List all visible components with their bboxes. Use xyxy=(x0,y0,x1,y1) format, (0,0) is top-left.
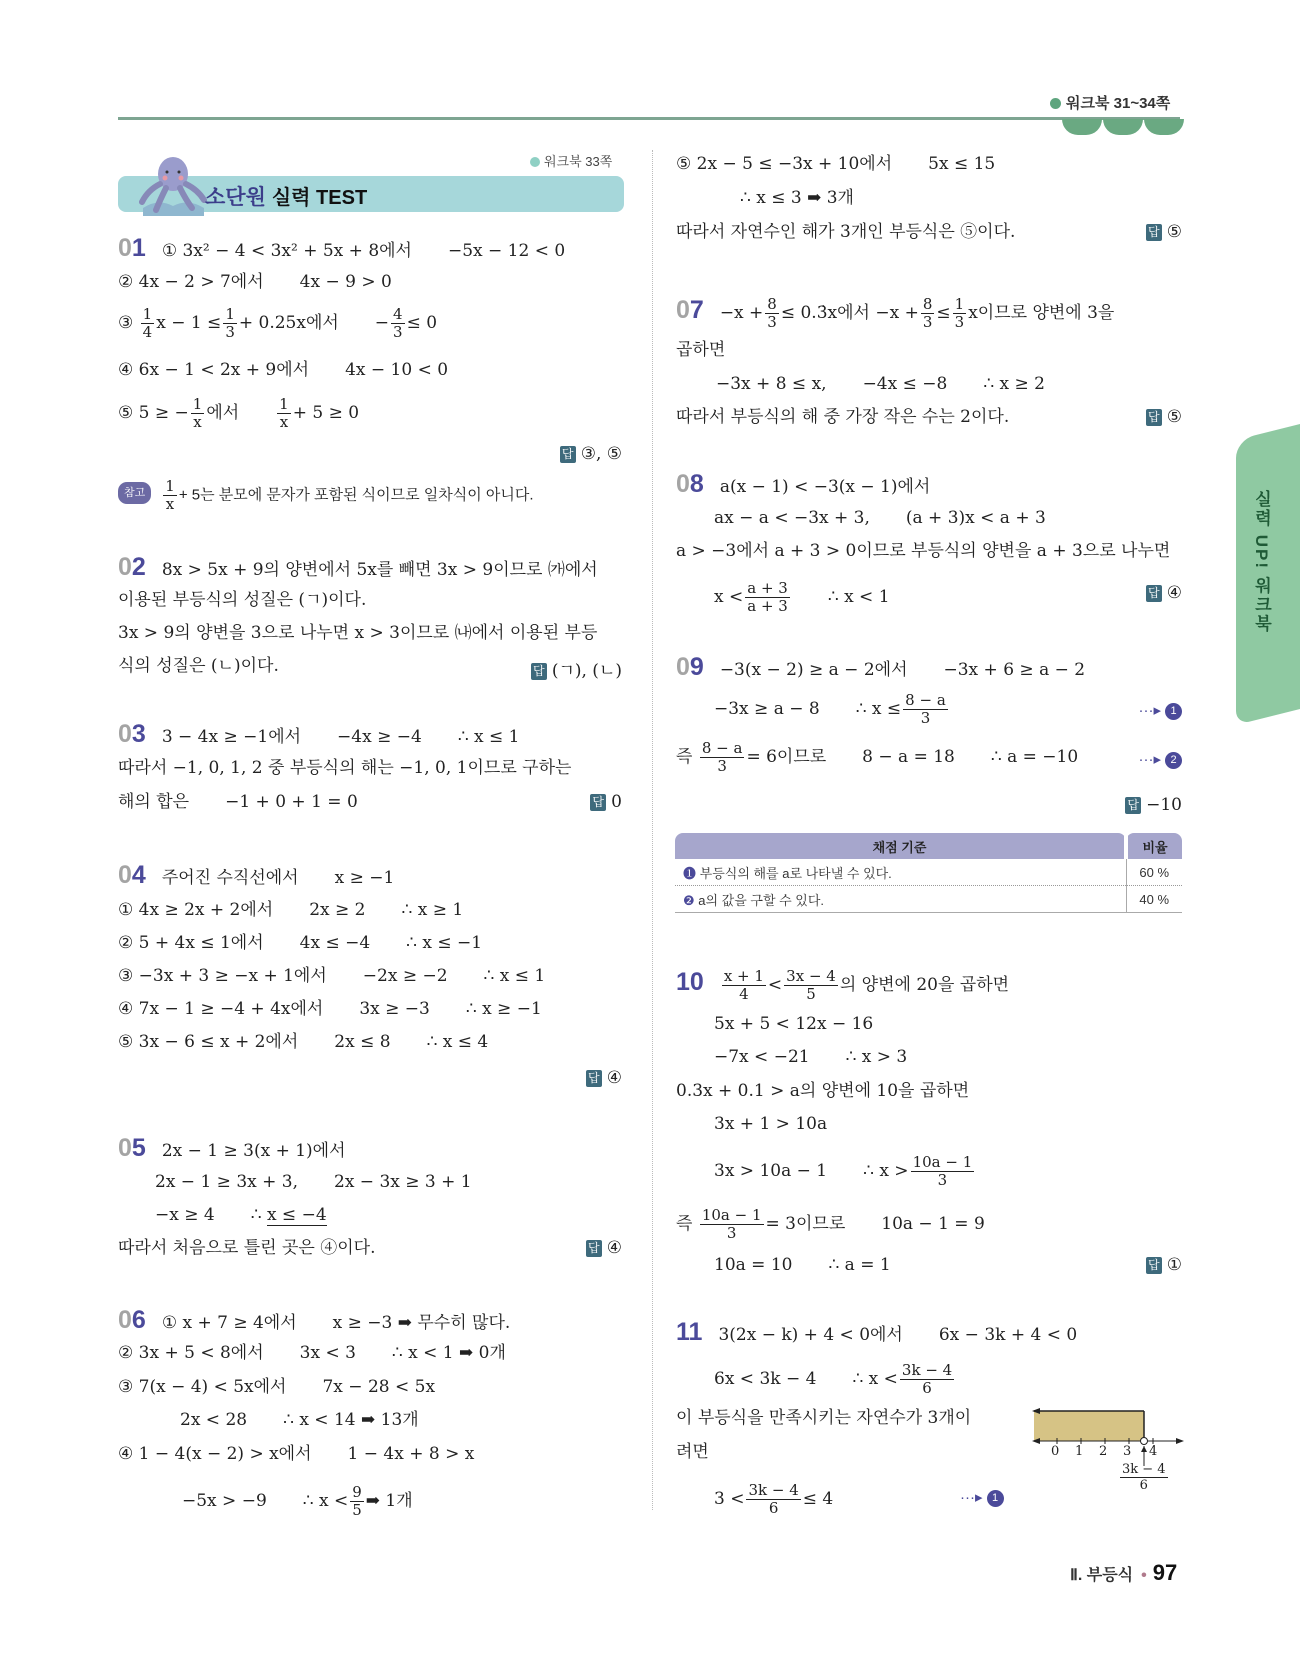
rubric-header-ratio: 비율 xyxy=(1126,833,1182,859)
top-rule xyxy=(118,117,1180,120)
q04-row-4: ④ 7x − 1 ≥ −4 + 4x에서 3x ≥ −3 ∴ x ≥ −1 xyxy=(118,999,542,1019)
step-marker-1: ···▸ 1 xyxy=(1138,701,1182,720)
page-footer: Ⅱ. 부등식 • 97 xyxy=(1070,1560,1178,1585)
q10-answer: 답 ① xyxy=(1146,1255,1182,1275)
scallop-decoration xyxy=(1062,119,1185,135)
q03-line3: 해의 합은 −1 + 0 + 1 = 0 xyxy=(118,792,358,812)
q05-answer: 답 ④ xyxy=(586,1238,622,1258)
q06-line9: 따라서 자연수인 해가 3개인 부등식은 ⑤이다. xyxy=(676,222,1016,242)
chapter-label: Ⅱ. 부등식 xyxy=(1070,1567,1134,1584)
section-title: 소단원 실력 TEST xyxy=(205,186,368,209)
workbook-ref-top: 워크북 31~34쪽 xyxy=(1050,92,1170,113)
q10-line5: 3x + 1 > 10a xyxy=(714,1114,828,1134)
bullet-icon xyxy=(530,157,540,167)
column-divider xyxy=(652,150,653,1510)
q04-answer: 답 ④ xyxy=(586,1068,622,1088)
question-number-01: 01 xyxy=(118,234,146,262)
q06-line6: −5x > −9 ∴ x < $\frac{9}{5}$ ➡ 1개 xyxy=(182,1483,413,1519)
q07-line3: −3x + 8 ≤ x, −4x ≤ −8 ∴ x ≥ 2 xyxy=(716,374,1046,394)
q03-answer: 답 0 xyxy=(590,792,622,812)
q09-answer: 답 −10 xyxy=(1125,795,1182,815)
q06-line3: ③ 7(x − 4) < 5x에서 7x − 28 < 5x xyxy=(118,1377,436,1397)
q05-line1: 05 2x − 1 ≥ 3(x + 1)에서 xyxy=(118,1134,346,1162)
q02-answer: 답 (ㄱ), (ㄴ) xyxy=(531,656,622,681)
q09-line2: −3x ≥ a − 8 ∴ x ≤ $\frac{8 - a}{3}$ xyxy=(714,691,946,727)
rubric-header-criteria: 채점 기준 xyxy=(675,833,1126,859)
q01-answer: 답 ③, ⑤ xyxy=(560,444,622,464)
q08-answer: 답 ④ xyxy=(1146,583,1182,603)
q02-line3: 3x > 9의 양변을 3으로 나누면 x > 3이므로 ㈏에서 이용된 부등 xyxy=(118,623,598,643)
q02-line2: 이용된 부등식의 성질은 (ㄱ)이다. xyxy=(118,590,367,610)
q08-line1: 08 a(x − 1) < −3(x − 1)에서 xyxy=(676,470,931,498)
q10-line3: −7x < −21 ∴ x > 3 xyxy=(714,1047,908,1067)
q07-line4: 따라서 부등식의 해 중 가장 작은 수는 2이다. xyxy=(676,407,1010,427)
page-number: 97 xyxy=(1152,1560,1178,1585)
q08-line4: x < $\frac{a + 3}{a + 3}$ ∴ x < 1 xyxy=(714,579,890,615)
q05-line4: 따라서 처음으로 틀린 곳은 ④이다. xyxy=(118,1238,376,1258)
q01-note: 참고 $\frac{1}{x}$ + 5는 분모에 문자가 포함된 식이므로 일차식이 아니다. xyxy=(118,478,534,513)
q04-row-3: ③ −3x + 3 ≥ −x + 1에서 −2x ≥ −2 ∴ x ≤ 1 xyxy=(118,966,546,986)
q07-answer: 답 ⑤ xyxy=(1146,407,1182,427)
q04-line0: 04 주어진 수직선에서 x ≥ −1 xyxy=(118,861,395,889)
rubric-row: ❶ 부등식의 해를 a로 나타낼 수 있다. 60 % xyxy=(675,859,1182,886)
q04-row-1: ① 4x ≥ 2x + 2에서 2x ≥ 2 ∴ x ≥ 1 xyxy=(118,900,464,920)
rubric-row: ❷ a의 값을 구할 수 있다. 40 % xyxy=(675,886,1182,913)
q11-line2: 6x < 3k − 4 ∴ x < $\frac{3k - 4}{6}$ xyxy=(714,1361,953,1397)
q11-line1: 11 3(2x − k) + 4 < 0에서 6x − 3k + 4 < 0 xyxy=(676,1318,1078,1346)
q11-line5: 3 < $\frac{3k - 4}{6}$ ≤ 4 xyxy=(714,1481,834,1517)
q11-line4: 려면 xyxy=(676,1442,709,1462)
q03-line2: 따라서 −1, 0, 1, 2 중 부등식의 해는 −1, 0, 1이므로 구하는 xyxy=(118,758,572,778)
q08-line2: ax − a < −3x + 3, (a + 3)x < a + 3 xyxy=(714,508,1046,528)
side-tab-label: 실력 UP! 워크북 xyxy=(1252,490,1271,634)
workbook-ref-33: 워크북 33쪽 xyxy=(530,151,612,170)
q09-line1: 09 −3(x − 2) ≥ a − 2에서 −3x + 6 ≥ a − 2 xyxy=(676,653,1086,681)
q04-row-2: ② 5 + 4x ≤ 1에서 4x ≤ −4 ∴ x ≤ −1 xyxy=(118,933,483,953)
q01-line3: ③ $\frac{1}{4}$ x − 1 ≤ $\frac{1}{3}$ + 0.25x에서 − $\frac{4}{3}$ ≤ 0 xyxy=(118,305,438,341)
q06-line4: 2x < 28 ∴ x < 14 ➡ 13개 xyxy=(180,1410,419,1430)
step-marker-2: ···▸ 2 xyxy=(1138,750,1182,769)
q06-line5: ④ 1 − 4(x − 2) > x에서 1 − 4x + 8 > x xyxy=(118,1444,475,1464)
q05-line2: 2x − 1 ≥ 3x + 3, 2x − 3x ≥ 3 + 1 xyxy=(155,1172,472,1192)
q10-line1: 10 $\frac{x + 1}{4}$ < $\frac{3x - 4}{5}$ 의 양변에 20을 곱하면 xyxy=(676,967,1010,1003)
note-badge: 참고 xyxy=(118,482,151,504)
q06-line7: ⑤ 2x − 5 ≤ −3x + 10에서 5x ≤ 15 xyxy=(676,154,996,174)
q03-line1: 03 3 − 4x ≥ −1에서 −4x ≥ −4 ∴ x ≤ 1 xyxy=(118,720,520,748)
q01-line2: ② 4x − 2 > 7에서 4x − 9 > 0 xyxy=(118,272,392,292)
q08-line3: a > −3에서 a + 3 > 0이므로 부등식의 양변을 a + 3으로 나누면 xyxy=(676,541,1171,561)
q01-line4: ④ 6x − 1 < 2x + 9에서 4x − 10 < 0 xyxy=(118,360,449,380)
step-marker-1: ···▸ 1 xyxy=(960,1488,1004,1507)
bullet-icon xyxy=(1050,98,1061,109)
q02-line4: 식의 성질은 (ㄴ)이다. xyxy=(118,656,279,676)
q04-row-5: ⑤ 3x − 6 ≤ x + 2에서 2x ≤ 8 ∴ x ≤ 4 xyxy=(118,1032,489,1052)
q10-line6: 3x > 10a − 1 ∴ x > $\frac{10a - 1}{3}$ xyxy=(714,1153,973,1189)
q10-line4: 0.3x + 0.1 > a의 양변에 10을 곱하면 xyxy=(676,1081,970,1101)
q01-line1: 01 ① 3x² − 4 < 3x² + 5x + 8에서 −5x − 12 < 0 xyxy=(118,234,566,262)
q09-line3: 즉 $\frac{8 - a}{3}$ = 6이므로 8 − a = 18 ∴ a = −10 xyxy=(676,739,1079,775)
octopus-icon xyxy=(138,150,208,220)
q05-line3: −x ≥ 4 ∴ x ≤ −4 xyxy=(155,1205,327,1225)
q06-answer: 답 ⑤ xyxy=(1146,222,1182,242)
number-line-label: $\frac{3k - 4}{6}$ xyxy=(1122,1462,1166,1493)
q02-line1: 02 8x > 5x + 9의 양변에서 5x를 빼면 3x > 9이므로 ㈎에서 xyxy=(118,553,598,581)
q07-line1: 07 −x + $\frac{8}{3}$ ≤ 0.3̇x에서 −x + $\frac{8}{3}$ ≤ $\frac{1}{3}$ x이므로 양변에 3을 xyxy=(676,295,1115,331)
q06-line2: ② 3x + 5 < 8에서 3x < 3 ∴ x < 1 ➡ 0개 xyxy=(118,1343,506,1363)
q06-line8: ∴ x ≤ 3 ➡ 3개 xyxy=(740,188,854,208)
q10-line2: 5x + 5 < 12x − 16 xyxy=(714,1014,874,1034)
q11-line3: 이 부등식을 만족시키는 자연수가 3개이 xyxy=(676,1408,972,1428)
q10-line8: 10a = 10 ∴ a = 1 xyxy=(714,1255,891,1275)
q06-line1: 06 ① x + 7 ≥ 4에서 x ≥ −3 ➡ 무수히 많다. xyxy=(118,1306,511,1334)
scoring-rubric xyxy=(675,833,1182,913)
q10-line7: 즉 $\frac{10a - 1}{3}$ = 3이므로 10a − 1 = 9 xyxy=(676,1206,985,1242)
q07-line2: 곱하면 xyxy=(676,340,726,360)
q01-line5: ⑤ 5 ≥ − $\frac{1}{x}$ 에서 $\frac{1}{x}$ + 5 ≥ 0 xyxy=(118,395,360,431)
